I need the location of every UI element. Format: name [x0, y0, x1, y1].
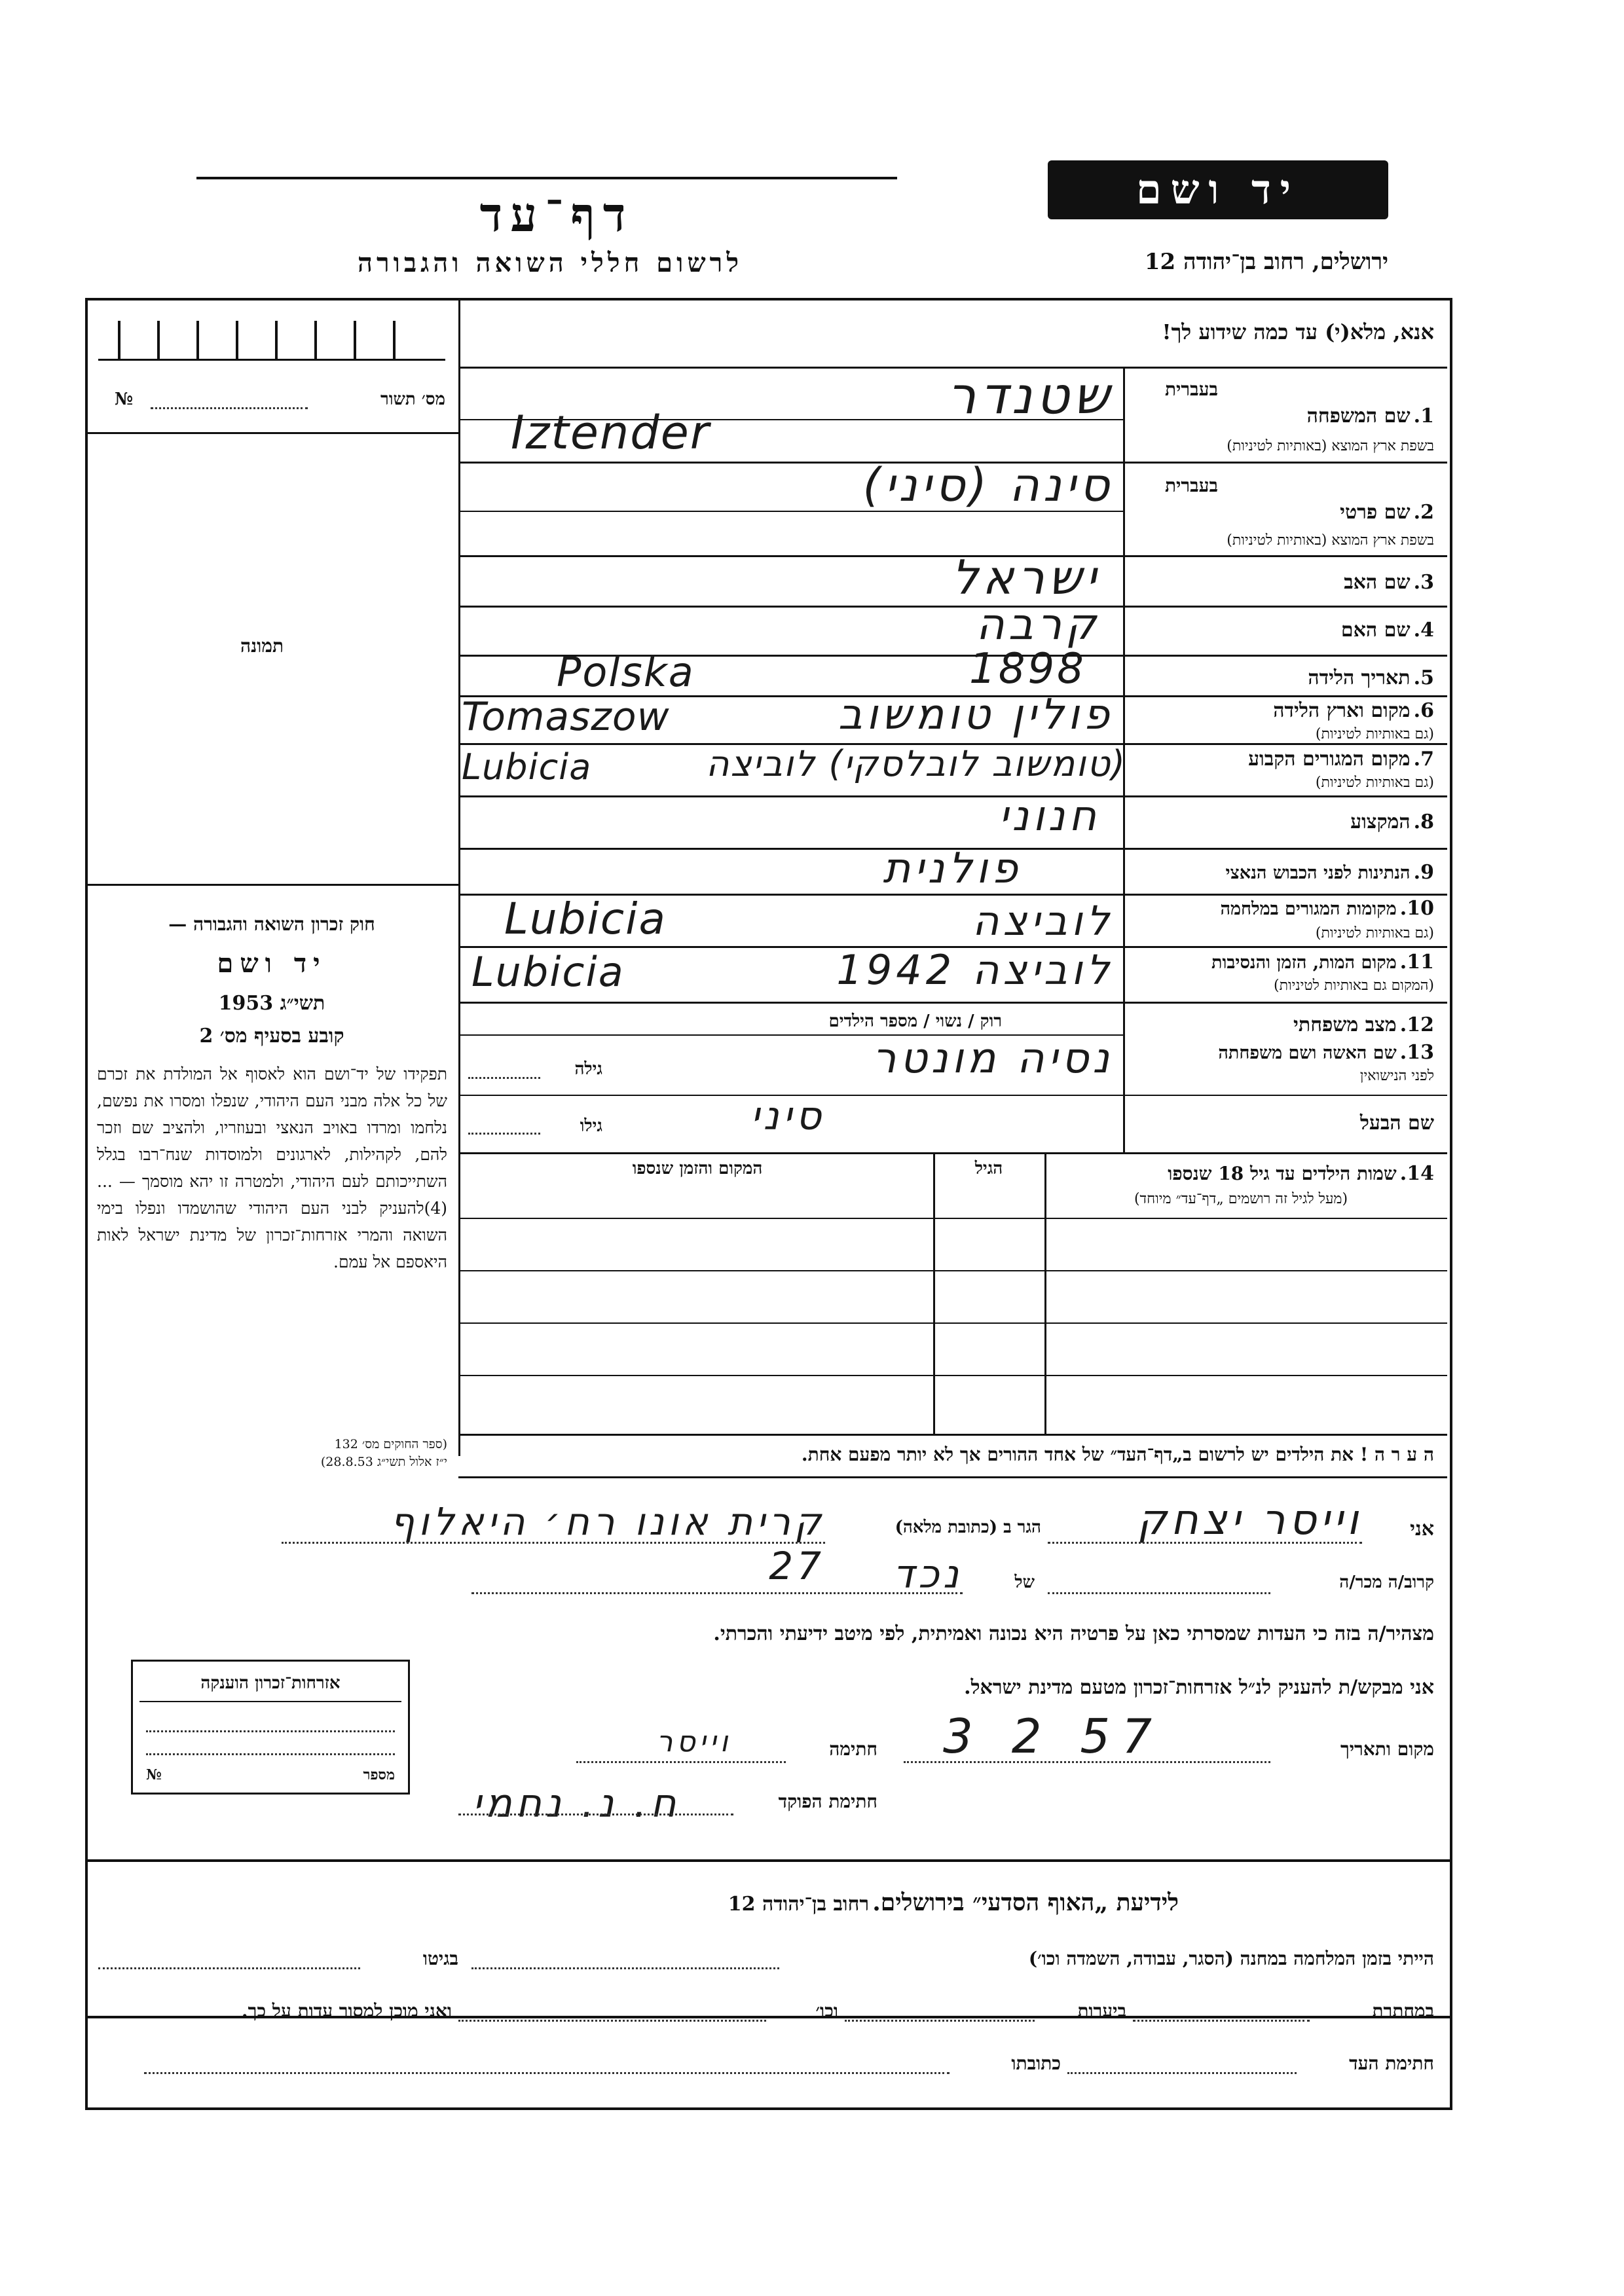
field-7-number: 7.	[1413, 748, 1434, 771]
signature-value[interactable]: וייסר	[656, 1725, 732, 1758]
relative-value[interactable]: נכד	[893, 1552, 963, 1597]
table-row	[458, 1218, 1447, 1219]
field-5-label	[1133, 666, 1434, 689]
field-6-number: 6.	[1413, 699, 1434, 722]
signature-field	[576, 1761, 786, 1763]
husband-age-label: גילו	[580, 1116, 602, 1136]
field-8-number: 8.	[1413, 811, 1434, 833]
field-5-number: 5.	[1413, 666, 1434, 689]
field-13-number: 13.	[1399, 1041, 1434, 1064]
witness-signature-field[interactable]	[1067, 2072, 1297, 2074]
field-13-age-label: גילה	[574, 1059, 602, 1079]
field-2-label	[1133, 501, 1434, 524]
field-1-hebrew-value[interactable]: שטנדר	[947, 367, 1113, 426]
field-13-label	[1126, 1041, 1434, 1064]
officer-field	[458, 1813, 733, 1815]
field-3-title: שם האב	[1344, 571, 1411, 594]
officer-signature[interactable]: ח. נ. נחמי	[472, 1781, 680, 1827]
field-1-sub: בשפת ארץ המוצא (באותיות לטיניות)	[1227, 438, 1434, 454]
ghetto-field[interactable]	[98, 1967, 360, 1969]
notice-address: רחוב בן־יהודה 12	[728, 1893, 870, 1916]
field-4-label	[1133, 619, 1434, 642]
law-body: תפקידו של יד־ושם הוא לאסוף אל המולדת את זכרם של כל אלה מבני העם היהודי, שנפלו ומסרו את נפשם, נלחמו ומרדו באויב הנאצי ובעוזריו, ולהציב שם וזכר להם, לקהילות, לארגונים ולמוסדות שנח־רבו בגלל השתייכותם לעם היהודי, ולמטרה זו יהא מוסמך — ...(4)להעניק לבני העם היהודי שהושמדו ונפלו בימי השואה והמרי אזרחות־זכרון של מדינת ישראל לאות היאספם אל עמם.	[97, 1065, 447, 1271]
notice-title: לידיעת „האוף הסדעי״ בירושלים.	[872, 1889, 1179, 1916]
witness-address-field[interactable]	[144, 2072, 950, 2074]
field-5-value[interactable]: 1898	[969, 645, 1086, 693]
field-1-number: 1.	[1413, 405, 1434, 428]
children-label: שמות הילדים עד גיל 18 שנספו	[1168, 1163, 1397, 1184]
officer-label: חתימת הפוקד	[778, 1791, 877, 1812]
field-13-title: שם האשה ושם משפחתה	[1218, 1043, 1397, 1063]
notice-etc: וכו׳	[815, 2000, 838, 2022]
field-11-number: 11.	[1399, 951, 1434, 974]
law-name: יד ושם	[217, 948, 327, 979]
camp-field[interactable]	[471, 1967, 779, 1969]
field-6-title: מקום וארץ הלידה	[1273, 699, 1411, 722]
field-9-value[interactable]: פולנית	[883, 845, 1022, 893]
logo-text: יד ושם	[1135, 166, 1301, 213]
declarant-name[interactable]: וייסר יצחק	[1137, 1496, 1362, 1544]
form-title: דף־עד	[479, 187, 634, 242]
law-clause: קובע בסעיף מס׳ 2	[199, 1025, 344, 1048]
declarant-field	[1048, 1542, 1362, 1544]
field-8-title: המקצוע	[1350, 811, 1411, 833]
etc-field[interactable]	[458, 2020, 766, 2022]
form-subtitle: לרשום חללי השואה והגבורה	[357, 247, 743, 278]
citizenship-box	[131, 1660, 410, 1795]
field-4-title: שם האם	[1340, 619, 1411, 642]
instruction-text: אנא, מלא(י) עד כמה שידוע לך!	[1162, 319, 1434, 344]
field-1-latin-value[interactable]: Iztender	[511, 406, 710, 460]
children-col-divider	[933, 1152, 935, 1434]
witness-signature-label: חתימת העד	[1349, 2052, 1434, 2074]
sidebar-rule	[85, 432, 458, 434]
law-source: (ספר החוקים מס׳ 132	[334, 1437, 447, 1451]
field-6-hebrew-value[interactable]: פולין טומשוב	[838, 691, 1113, 739]
field-8-label	[1133, 811, 1434, 833]
hebrew-label-2: בעברית	[1164, 475, 1218, 496]
certificate-number-label: מס׳ תשור	[380, 390, 445, 409]
sidebar-divider	[458, 301, 460, 1456]
field-9-number: 9.	[1413, 861, 1434, 884]
notice-ready: ואני מוכן למסור עדות על כך.	[241, 2000, 452, 2022]
statement: מצהיר/ה בזה כי העדות שמסרתי כאן על פרטיה היא נכונה ואמיתית, לפי מיטב ידיעתי והכרתי.	[713, 1622, 1434, 1645]
declarant-label: אני	[1410, 1518, 1434, 1540]
signature-label: חתימה	[829, 1738, 877, 1760]
law-year: תשי״ג 1953	[218, 992, 325, 1015]
request: אני מבקש/ת להעניק לנ״ל אזרחות־זכרון מטעם מדינת ישראל.	[964, 1676, 1434, 1699]
field-6-label	[1133, 699, 1434, 722]
certificate-number-field[interactable]	[151, 407, 308, 409]
table-row	[458, 1322, 1447, 1324]
tally-marks	[98, 321, 445, 360]
field-3-value[interactable]: ישראל	[951, 550, 1100, 605]
husband-label: שם הבעל	[1359, 1112, 1434, 1135]
field-10-sub: (גם באותיות לטיניות)	[1315, 925, 1434, 941]
notice-underground: במחתרת	[1372, 2000, 1434, 2022]
field-6-latin-city[interactable]: Tomaszow	[462, 694, 670, 740]
citizenship-number-label: מספר	[363, 1766, 395, 1783]
field-4-value[interactable]: קרבה	[976, 599, 1100, 649]
children-number: 14.	[1399, 1162, 1434, 1185]
children-title	[1048, 1162, 1434, 1185]
witness-address-label: כתובתו	[1011, 2052, 1061, 2074]
wife-age-field[interactable]	[468, 1077, 540, 1079]
photo-label: תמונה	[240, 635, 284, 657]
of-field	[471, 1592, 963, 1594]
field-11-hebrew-value[interactable]: לוביצה 1942	[836, 946, 1113, 994]
children-col-divider	[1044, 1152, 1046, 1434]
field-7-hebrew-value[interactable]: (טומשוב לובלסקי) לוביצה	[706, 743, 1126, 784]
table-bottom-rule	[458, 1434, 1447, 1436]
table-row	[458, 1270, 1447, 1271]
relative-field	[1048, 1592, 1270, 1594]
sidebar-rule	[85, 884, 458, 886]
field-3-label	[1133, 571, 1434, 594]
children-note: ה ע ר ה ! את הילדים יש לרשום ב„דף־העד״ של אחד ההורים אך לא יותר מפעם אחת.	[801, 1444, 1434, 1465]
notice-forests: ביערות	[1077, 2000, 1126, 2022]
field-10-number: 10.	[1399, 897, 1434, 920]
law-heading: חוק זכרון השואה והגבורה —	[168, 913, 375, 935]
address-value[interactable]: קרית אונו רח׳ היאלוף 27	[390, 1499, 825, 1588]
row-rule	[458, 1095, 1447, 1096]
field-7-sub: (גם באותיות לטיניות)	[1315, 774, 1434, 791]
header-address: ירושלים, רחוב בן־יהודה 12	[1144, 249, 1388, 275]
field-11-latin-value[interactable]: Lubicia	[471, 948, 625, 996]
header-rule	[196, 177, 897, 179]
logo	[1048, 160, 1388, 219]
children-col-place: המקום והזמן שנספו	[632, 1159, 763, 1178]
field-13-sub: לפני הנישואין	[1359, 1068, 1434, 1084]
field-12-options[interactable]: רוק / נשוי / מספר הילדים	[828, 1011, 1002, 1031]
field-7-title: מקום המגורים הקבוע	[1248, 748, 1411, 771]
field-2-number: 2.	[1413, 501, 1434, 524]
husband-age-field[interactable]	[468, 1133, 540, 1135]
date-value[interactable]: 3 2 57	[943, 1709, 1164, 1764]
field-6-latin-country[interactable]: Polska	[557, 648, 695, 696]
row-rule	[458, 511, 1123, 512]
citizenship-box-title: אזרחות־זכרון הוענקה	[200, 1673, 341, 1693]
field-10-title: מקומות המגורים במלחמה	[1220, 899, 1397, 919]
field-12-number: 12.	[1399, 1013, 1434, 1036]
field-13-value[interactable]: נסיה מונטר	[872, 1034, 1113, 1083]
citizenship-number-suffix: №	[146, 1766, 162, 1783]
row-rule	[458, 1476, 1447, 1478]
law-date: י״ז אלול תשי״ג 28.8.53)	[320, 1455, 447, 1469]
field-3-number: 3.	[1413, 571, 1434, 594]
of-label: של	[1014, 1573, 1035, 1592]
table-row	[458, 1375, 1447, 1376]
place-date-label: מקום ותאריך	[1340, 1738, 1434, 1760]
field-12-title: מצב משפחתי	[1293, 1013, 1397, 1036]
field-4-number: 4.	[1413, 619, 1434, 642]
field-11-title: מקום המות, הזמן והנסיבות	[1211, 953, 1397, 973]
notice-ghetto: בגיטו	[422, 1948, 458, 1969]
field-1-title: שם המשפחה	[1306, 405, 1411, 428]
field-1-label	[1133, 405, 1434, 428]
relative-label: קרוב/ה מכר/ה	[1339, 1573, 1434, 1592]
husband-value[interactable]: סיני	[750, 1093, 825, 1139]
notice-line1: הייתי בזמן המלחמה במחנה (הסגר, עבודה, השמדה וכו׳)	[1028, 1948, 1434, 1969]
field-2-hebrew-value[interactable]: סינה (סיני)	[862, 458, 1113, 512]
field-11-sub: (המקום גם באותיות לטיניות)	[1274, 977, 1434, 994]
field-2-sub: בשפת ארץ המוצא (באותיות לטיניות)	[1227, 532, 1434, 549]
field-7-label	[1133, 748, 1434, 771]
certificate-number-suffix: №	[115, 390, 134, 409]
field-8-value[interactable]: חנוני	[999, 792, 1100, 841]
children-col-age: הגיל	[974, 1159, 1003, 1178]
forests-field[interactable]	[845, 2020, 1035, 2022]
field-10-label	[1126, 897, 1434, 920]
field-9-title: הנתינות לפני הכבוש הנאצי	[1225, 863, 1411, 883]
field-7-latin-value[interactable]: Lubicia	[462, 746, 592, 788]
hebrew-label-1: בעברית	[1164, 378, 1218, 400]
row-rule	[458, 1152, 1447, 1154]
field-2-title: שם פרטי	[1340, 501, 1411, 524]
field-10-hebrew-value[interactable]: לוביצה	[972, 897, 1113, 945]
field-5-title: תאריך הלידה	[1308, 666, 1411, 689]
resides-label: הגר ב (כתובת מלאה)	[895, 1518, 1041, 1537]
children-sub: (מעל לגיל זה רושמים „דף־עד״ מיוחד)	[1134, 1191, 1348, 1207]
field-12-label	[1133, 1013, 1434, 1036]
field-9-label	[1126, 861, 1434, 884]
field-10-latin-value[interactable]: Lubicia	[504, 894, 667, 944]
address-field	[282, 1542, 825, 1544]
underground-field[interactable]	[1133, 2020, 1310, 2022]
field-11-label	[1126, 951, 1434, 974]
place-date-field	[904, 1761, 1270, 1763]
field-6-sub: (גם באותיות לטיניות)	[1315, 726, 1434, 742]
row-rule	[458, 1002, 1447, 1004]
notice-header	[458, 1889, 1179, 1916]
